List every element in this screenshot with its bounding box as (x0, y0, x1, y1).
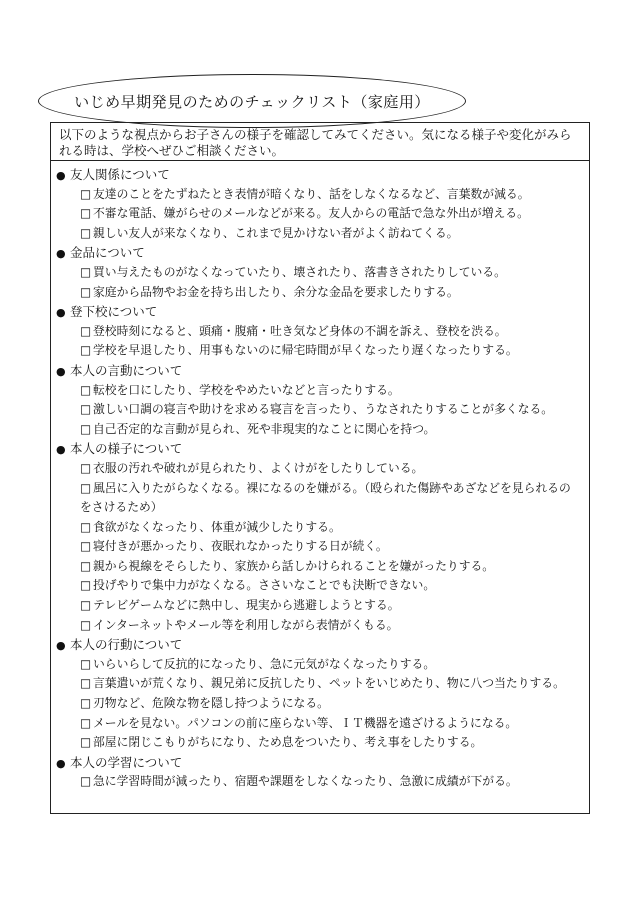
checkbox[interactable]: □ (80, 696, 92, 711)
bullet-icon: ● (56, 364, 66, 378)
checkbox[interactable]: □ (80, 715, 92, 730)
checkbox[interactable]: □ (80, 598, 92, 613)
checklist-item (56, 518, 583, 538)
checkbox[interactable]: □ (80, 735, 92, 750)
checklist-item-text: 不審な電話、嫌がらせのメールなどが来る。友人からの電話で急な外出が増える。 (93, 206, 529, 221)
checklist-item-text: 親しい友人が来なくなり、これまで見かけない者がよく訪ねてくる。 (93, 225, 459, 240)
section-heading-label: 金品について (70, 245, 145, 261)
checklist-item-text: いらいらして反抗的になったり、急に元気がなくなったりする。 (93, 656, 436, 671)
checkbox[interactable]: □ (80, 480, 92, 495)
checklist-item-text: 買い与えたものがなくなっていたり、壊されたり、落書きされたりしている。 (93, 264, 506, 279)
section-heading (56, 243, 583, 263)
checkbox[interactable]: □ (80, 225, 92, 240)
checklist-item (56, 420, 583, 440)
checkbox[interactable]: □ (80, 558, 92, 573)
checklist-item (56, 381, 583, 401)
section-heading-label: 本人の行動について (70, 637, 183, 653)
checklist-item-text: 学校を早退したり、用事もないのに帰宅時間が早くなったり遅くなったりする。 (93, 343, 518, 358)
checklist-item (56, 655, 583, 675)
section-heading-label: 本人の言動について (70, 362, 183, 378)
checklist-item-text: 登校時刻になると、頭痛・腹痛・吐き気など身体の不調を訴え、登校を渋る。 (93, 323, 507, 338)
bullet-icon: ● (56, 306, 66, 320)
checklist-sheet (50, 122, 590, 814)
checklist-item (56, 772, 583, 792)
section-heading-label: 本人の様子について (70, 441, 183, 457)
checkbox[interactable]: □ (80, 323, 92, 338)
checkbox[interactable]: □ (80, 206, 92, 221)
intro-text: 以下のような視点からお子さんの様子を確認してみてください。気になる様子や変化がみられる時は、学校へぜひご相談ください。 (51, 123, 589, 161)
bullet-icon: ● (56, 169, 66, 182)
checklist-item-text: 寝付きが悪かったり、夜眠れなかったりする日が続く。 (93, 539, 388, 554)
checklist-item (56, 400, 583, 420)
checklist-item (56, 616, 583, 636)
checklist-item (56, 185, 583, 205)
checklist-item (56, 674, 583, 694)
checklist-content (51, 161, 589, 792)
section-heading (56, 165, 583, 185)
checklist-item (56, 479, 583, 518)
checklist-item-text: 家庭から品物やお金を持ち出したり、余分な金品を要求したりする。 (93, 284, 459, 299)
section-heading (56, 439, 583, 459)
checklist-item (56, 263, 583, 283)
checklist-item (56, 576, 583, 596)
checklist-item-text: 言葉遣いが荒くなり、親兄弟に反抗したり、ペットをいじめたり、物に八つ当たりする。 (93, 676, 565, 691)
section-heading (56, 302, 583, 322)
checkbox[interactable]: □ (80, 186, 92, 201)
checklist-item (56, 714, 583, 734)
checklist-item-text: 風呂に入りたがらなくなる。裸になるのを嫌がる。（殴られた傷跡やあざなどを見られるのをさけるため） (80, 480, 571, 515)
checklist-item-text: 刃物など、危険な物を隠し持つようになる。 (93, 696, 329, 711)
section-heading-label: 登下校について (70, 304, 158, 320)
checklist-item-text: メールを見ない。パソコンの前に座らない等、ＩＴ機器を遠ざけるようになる。 (93, 715, 518, 730)
checklist-item-text: 食欲がなくなったり、体重が減少したりする。 (93, 519, 341, 534)
checkbox[interactable]: □ (80, 774, 92, 789)
checklist-item (56, 204, 583, 224)
title-oval (38, 74, 466, 128)
checklist-item (56, 733, 583, 753)
checklist-item-text: インターネットやメール等を利用しながら表情がくもる。 (93, 617, 399, 632)
checkbox[interactable]: □ (80, 519, 92, 534)
checklist-item (56, 537, 583, 557)
checklist-item (56, 557, 583, 577)
checklist-item (56, 224, 583, 244)
bullet-icon: ● (56, 756, 66, 770)
checklist-item (56, 694, 583, 714)
checkbox[interactable]: □ (80, 382, 92, 397)
checkbox[interactable]: □ (80, 343, 92, 358)
checkbox[interactable]: □ (80, 421, 92, 436)
section-heading-label: 本人の学習について (70, 754, 183, 770)
section-heading (56, 753, 583, 773)
checklist-item-text: 部屋に閉じこもりがちになり、ため息をついたり、考え事をしたりする。 (93, 735, 483, 750)
checklist-item-text: 自己否定的な言動が見られ、死や非現実的なことに関心を持つ。 (93, 421, 436, 436)
checklist-item-text: テレビゲームなどに熱中し、現実から逃避しようとする。 (93, 598, 400, 613)
checkbox[interactable]: □ (80, 264, 92, 279)
checklist-item-text: 友達のことをたずねたとき表情が暗くなり、話をしなくなるなど、言葉数が減る。 (93, 186, 530, 201)
checklist-item-text: 激しい口調の寝言や助けを求める寝言を言ったり、うなされたりすることが多くなる。 (93, 402, 554, 417)
checkbox[interactable]: □ (80, 617, 92, 632)
checkbox[interactable]: □ (80, 676, 92, 691)
checkbox[interactable]: □ (80, 539, 92, 554)
checklist-item-text: 投げやりで集中力がなくなる。ささいなことでも決断できない。 (93, 578, 436, 593)
checkbox[interactable]: □ (80, 460, 92, 475)
bullet-icon: ● (56, 639, 66, 653)
checkbox[interactable]: □ (80, 402, 92, 417)
checklist-item (56, 596, 583, 616)
checklist-item (56, 322, 583, 342)
checklist-item-text: 親から視線をそらしたり、家族から話しかけられることを嫌がったりする。 (93, 558, 495, 573)
section-heading (56, 635, 583, 655)
checkbox[interactable]: □ (80, 656, 92, 671)
checklist-item (56, 459, 583, 479)
checklist-item (56, 283, 583, 303)
bullet-icon: ● (56, 443, 66, 457)
section-heading (56, 361, 583, 381)
checklist-item-text: 衣服の汚れや破れが見られたり、よくけがをしたりしている。 (93, 460, 424, 475)
checklist-item-text: 転校を口にしたり、学校をやめたいなどと言ったりする。 (93, 382, 400, 397)
checkbox[interactable]: □ (80, 578, 92, 593)
section-heading-label: 友人関係について (70, 167, 170, 182)
checklist-item-text: 急に学習時間が減ったり、宿題や課題をしなくなったり、急激に成績が下がる。 (93, 774, 518, 789)
checkbox[interactable]: □ (80, 284, 92, 299)
page-title: いじめ早期発見のためのチェックリスト（家庭用） (74, 92, 430, 111)
bullet-icon: ● (56, 247, 66, 261)
checklist-item (56, 341, 583, 361)
